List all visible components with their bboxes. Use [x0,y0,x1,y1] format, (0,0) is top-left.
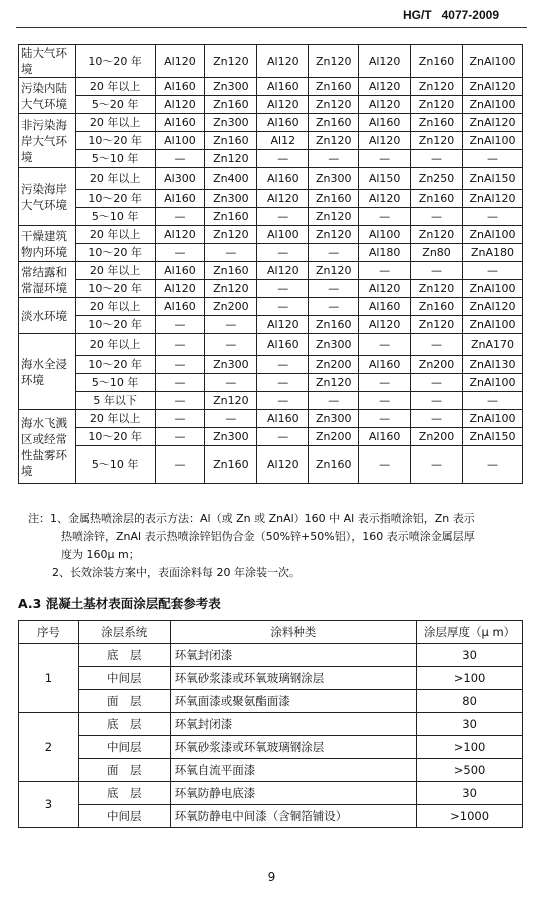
table-row [19,244,523,262]
coating-cell: Al160 [359,298,411,316]
coating-system-cell: 中间层 [78,805,170,828]
thickness-cell: 80 [417,690,523,713]
metal-spray-coating-table [18,44,523,484]
table-row [19,410,523,428]
service-life-cell: 20 年以上 [75,410,155,428]
coating-cell: Al120 [359,132,411,150]
note-1-line-1: 注：1、金属热喷涂层的表示方法：Al（或 Zn 或 ZnAl）160 中 Al 表示指喷涂铝，Zn 表示 [28,512,475,525]
table-row [19,226,523,244]
header-rule [16,27,527,28]
service-life-cell: 10～20 年 [75,244,155,262]
coating-cell: — [359,410,411,428]
coating-cell: Zn300 [309,168,359,190]
coating-cell: — [155,316,205,334]
thickness-cell: 30 [417,782,523,805]
coating-cell: Al120 [155,280,205,298]
table-row [19,713,523,736]
coating-cell: Al120 [359,280,411,298]
paint-type-cell: 环氧面漆或聚氨酯面漆 [170,690,416,713]
coating-system-cell: 中间层 [78,736,170,759]
service-life-cell: 5～10 年 [75,208,155,226]
col-header-system: 涂层系统 [78,621,170,644]
coating-cell: Al100 [359,226,411,244]
coating-cell: Al120 [155,96,205,114]
coating-cell: Zn160 [205,446,257,484]
paint-type-cell: 环氧砂浆漆或环氧玻璃钢涂层 [170,667,416,690]
coating-cell: Zn160 [309,114,359,132]
coating-cell: Al100 [155,132,205,150]
coating-cell: ZnAl120 [463,114,523,132]
coating-cell: — [309,392,359,410]
coating-cell: ZnA170 [463,334,523,356]
service-life-cell: 5～10 年 [75,446,155,484]
coating-cell: Zn160 [205,132,257,150]
thickness-cell: 30 [417,713,523,736]
coating-cell: Zn160 [411,114,463,132]
coating-cell: Zn160 [309,446,359,484]
table-row [19,805,523,828]
table-row [19,782,523,805]
coating-cell: Zn120 [205,392,257,410]
coating-cell: Al150 [359,168,411,190]
table-row [19,446,523,484]
coating-cell: — [359,392,411,410]
coating-cell: Zn400 [205,168,257,190]
coating-cell: — [411,392,463,410]
coating-cell: — [309,244,359,262]
coating-cell: — [205,334,257,356]
coating-cell: Al160 [359,114,411,132]
environment-cell: 海水飞溅区或经常性盐雾环境 [19,410,76,484]
coating-cell: Zn120 [411,132,463,150]
coating-cell: Zn120 [309,226,359,244]
coating-cell: Al120 [359,45,411,78]
coating-cell: Al160 [257,334,309,356]
coating-cell: Al160 [155,114,205,132]
coating-cell: Zn120 [205,280,257,298]
service-life-cell: 20 年以上 [75,298,155,316]
coating-cell: Zn160 [411,45,463,78]
table-row [19,428,523,446]
coating-cell: — [257,298,309,316]
table-row [19,96,523,114]
service-life-cell: 5～20 年 [75,96,155,114]
coating-cell: — [411,150,463,168]
coating-cell: ZnAl100 [463,280,523,298]
table-notes [28,510,518,582]
service-life-cell: 20 年以上 [75,262,155,280]
col-header-paint-type: 涂料种类 [170,621,416,644]
coating-cell: — [257,374,309,392]
coating-cell: Al120 [257,446,309,484]
coating-cell: Zn160 [205,208,257,226]
coating-cell: Zn120 [309,96,359,114]
coating-cell: Zn300 [205,356,257,374]
section-title: A.3 混凝土基材表面涂层配套参考表 [18,596,221,611]
service-life-cell: 10～20 年 [75,280,155,298]
coating-cell: Al300 [155,168,205,190]
coating-cell: ZnAl120 [463,78,523,96]
coating-cell: Zn120 [411,280,463,298]
coating-cell: ZnAl100 [463,374,523,392]
table-row [19,667,523,690]
coating-cell: — [411,262,463,280]
environment-cell: 陆大气环境 [19,45,76,78]
service-life-cell: 5～10 年 [75,150,155,168]
environment-cell: 常结露和常湿环境 [19,262,76,298]
coating-cell: — [257,280,309,298]
coating-cell: — [463,446,523,484]
coating-cell: Zn120 [309,262,359,280]
coating-cell: Al120 [257,262,309,280]
table-row [19,150,523,168]
coating-cell: Al160 [359,428,411,446]
coating-cell: Zn120 [205,150,257,168]
coating-system-cell: 面 层 [78,759,170,782]
environment-cell: 淡水环境 [19,298,76,334]
coating-cell: — [309,298,359,316]
coating-cell: Al160 [257,168,309,190]
coating-cell: Zn120 [309,374,359,392]
coating-cell: — [257,392,309,410]
coating-cell: Zn200 [309,428,359,446]
coating-system-cell: 面 层 [78,690,170,713]
coating-cell: — [155,410,205,428]
paint-type-cell: 环氧自流平面漆 [170,759,416,782]
table-row [19,78,523,96]
coating-cell: — [155,356,205,374]
coating-cell: Zn120 [205,45,257,78]
coating-cell: Zn160 [309,316,359,334]
coating-cell: Al120 [155,226,205,244]
coating-cell: Al160 [155,78,205,96]
page-number: 9 [267,870,276,884]
table-row [19,334,523,356]
coating-cell: Zn120 [411,78,463,96]
coating-cell: — [411,374,463,392]
coating-cell: Zn160 [309,190,359,208]
standard-number: 4077-2009 [441,8,499,22]
service-life-cell: 20 年以上 [75,78,155,96]
table-header-row [19,621,523,644]
table-row [19,392,523,410]
note-1-line-3: 度为 160μ m； [61,548,140,561]
coating-cell: — [155,334,205,356]
table-row [19,45,523,78]
service-life-cell: 10～20 年 [75,316,155,334]
service-life-cell: 5 年以下 [75,392,155,410]
coating-cell: — [463,150,523,168]
table-row [19,690,523,713]
paint-type-cell: 环氧封闭漆 [170,713,416,736]
coating-cell: ZnAl100 [463,226,523,244]
coating-cell: Al160 [155,262,205,280]
coating-cell: — [309,150,359,168]
table-row [19,262,523,280]
coating-cell: — [205,244,257,262]
coating-cell: Al160 [257,78,309,96]
coating-cell: Zn200 [411,428,463,446]
sequence-cell: 3 [19,782,79,828]
coating-cell: Zn120 [309,45,359,78]
coating-cell: Zn300 [309,410,359,428]
coating-cell: Zn300 [205,428,257,446]
service-life-cell: 20 年以上 [75,226,155,244]
coating-cell: ZnAl100 [463,45,523,78]
coating-cell: — [257,208,309,226]
col-header-thickness: 涂层厚度（μ m） [417,621,523,644]
coating-cell: ZnAl100 [463,132,523,150]
coating-cell: — [359,208,411,226]
page-header [403,8,499,22]
coating-cell: Al120 [257,96,309,114]
coating-cell: — [411,410,463,428]
coating-cell: Al120 [359,96,411,114]
thickness-cell: >100 [417,736,523,759]
coating-cell: Al100 [257,226,309,244]
concrete-coating-table [18,620,523,828]
coating-cell: ZnAl120 [463,190,523,208]
paint-type-cell: 环氧防静电中间漆（含铜箔铺设） [170,805,416,828]
coating-cell: ZnAl100 [463,410,523,428]
table-row [19,298,523,316]
coating-cell: — [309,280,359,298]
coating-system-cell: 底 层 [78,713,170,736]
coating-cell: — [411,446,463,484]
coating-cell: — [257,150,309,168]
coating-cell: Al180 [359,244,411,262]
coating-cell: Zn120 [411,316,463,334]
table-row [19,356,523,374]
coating-cell: ZnAl100 [463,96,523,114]
table-row [19,759,523,782]
service-life-cell: 20 年以上 [75,114,155,132]
environment-cell: 海水全浸环境 [19,334,76,410]
coating-cell: ZnAl150 [463,428,523,446]
coating-cell: — [205,316,257,334]
coating-cell: Al120 [257,190,309,208]
coating-cell: Al160 [359,356,411,374]
coating-cell: Zn160 [411,298,463,316]
coating-cell: — [155,446,205,484]
coating-cell: Zn120 [411,96,463,114]
coating-cell: ZnAl120 [463,298,523,316]
thickness-cell: 30 [417,644,523,667]
coating-cell: — [155,244,205,262]
coating-cell: Al120 [359,78,411,96]
table-row [19,190,523,208]
thickness-cell: >100 [417,667,523,690]
coating-cell: — [359,150,411,168]
coating-cell: Zn200 [309,356,359,374]
coating-cell: — [463,262,523,280]
coating-cell: Al120 [257,316,309,334]
coating-cell: — [359,446,411,484]
note-2: 2、长效涂装方案中，表面涂料每 20 年涂装一次。 [52,566,300,579]
coating-cell: Al12 [257,132,309,150]
coating-cell: ZnAl100 [463,316,523,334]
coating-cell: — [359,262,411,280]
table-row [19,736,523,759]
thickness-cell: >1000 [417,805,523,828]
sequence-cell: 2 [19,713,79,782]
service-life-cell: 5～10 年 [75,374,155,392]
environment-cell: 干燥建筑物内环境 [19,226,76,262]
sequence-cell: 1 [19,644,79,713]
coating-cell: — [257,356,309,374]
coating-cell: — [155,374,205,392]
coating-cell: Al160 [257,114,309,132]
coating-cell: — [205,410,257,428]
coating-cell: Zn120 [309,208,359,226]
coating-cell: Al120 [359,190,411,208]
service-life-cell: 10～20 年 [75,356,155,374]
table-row [19,644,523,667]
coating-cell: Zn250 [411,168,463,190]
coating-cell: — [155,428,205,446]
coating-cell: Al120 [155,45,205,78]
coating-cell: Zn200 [205,298,257,316]
service-life-cell: 10～20 年 [75,428,155,446]
coating-cell: — [463,208,523,226]
paint-type-cell: 环氧砂浆漆或环氧玻璃钢涂层 [170,736,416,759]
coating-cell: Al120 [257,45,309,78]
coating-cell: Zn120 [309,132,359,150]
coating-cell: Zn300 [309,334,359,356]
paint-type-cell: 环氧封闭漆 [170,644,416,667]
coating-cell: — [411,208,463,226]
coating-cell: Zn160 [309,78,359,96]
coating-cell: — [359,374,411,392]
coating-cell: Zn300 [205,78,257,96]
thickness-cell: >500 [417,759,523,782]
coating-cell: ZnA180 [463,244,523,262]
table-row [19,316,523,334]
coating-system-cell: 底 层 [78,782,170,805]
standard-code: HG/T [402,8,432,22]
coating-cell: Zn80 [411,244,463,262]
coating-cell: — [155,392,205,410]
table-row [19,132,523,150]
paint-type-cell: 环氧防静电底漆 [170,782,416,805]
col-header-seq: 序号 [19,621,79,644]
coating-cell: Al160 [155,190,205,208]
table-row [19,374,523,392]
coating-cell: Zn160 [205,96,257,114]
coating-cell: — [257,428,309,446]
table-row [19,168,523,190]
environment-cell: 污染海岸大气环境 [19,168,76,226]
service-life-cell: 20 年以上 [75,334,155,356]
environment-cell: 污染内陆大气环境 [19,78,76,114]
table-row [19,280,523,298]
note-1-line-2: 热喷涂锌，ZnAl 表示热喷涂锌铝伪合金（50%锌+50%铝），160 表示喷涂金属层厚 [61,530,475,543]
coating-cell: Zn120 [411,226,463,244]
coating-cell: Zn160 [205,262,257,280]
service-life-cell: 20 年以上 [75,168,155,190]
coating-cell: — [411,334,463,356]
service-life-cell: 10～20 年 [75,190,155,208]
coating-cell: — [155,150,205,168]
coating-cell: Zn120 [205,226,257,244]
coating-cell: — [155,208,205,226]
table-row [19,208,523,226]
coating-cell: — [463,392,523,410]
coating-cell: ZnAl150 [463,168,523,190]
coating-cell: Zn300 [205,114,257,132]
coating-cell: — [359,334,411,356]
coating-cell: Al120 [359,316,411,334]
coating-cell: Al160 [257,410,309,428]
coating-cell: — [257,244,309,262]
coating-system-cell: 中间层 [78,667,170,690]
coating-cell: Al160 [155,298,205,316]
coating-cell: Zn300 [205,190,257,208]
coating-system-cell: 底 层 [78,644,170,667]
service-life-cell: 10～20 年 [75,45,155,78]
coating-cell: Zn200 [411,356,463,374]
coating-cell: Zn160 [411,190,463,208]
table-row [19,114,523,132]
service-life-cell: 10～20 年 [75,132,155,150]
coating-cell: ZnAl130 [463,356,523,374]
coating-cell: — [205,374,257,392]
environment-cell: 非污染海岸大气环境 [19,114,76,168]
